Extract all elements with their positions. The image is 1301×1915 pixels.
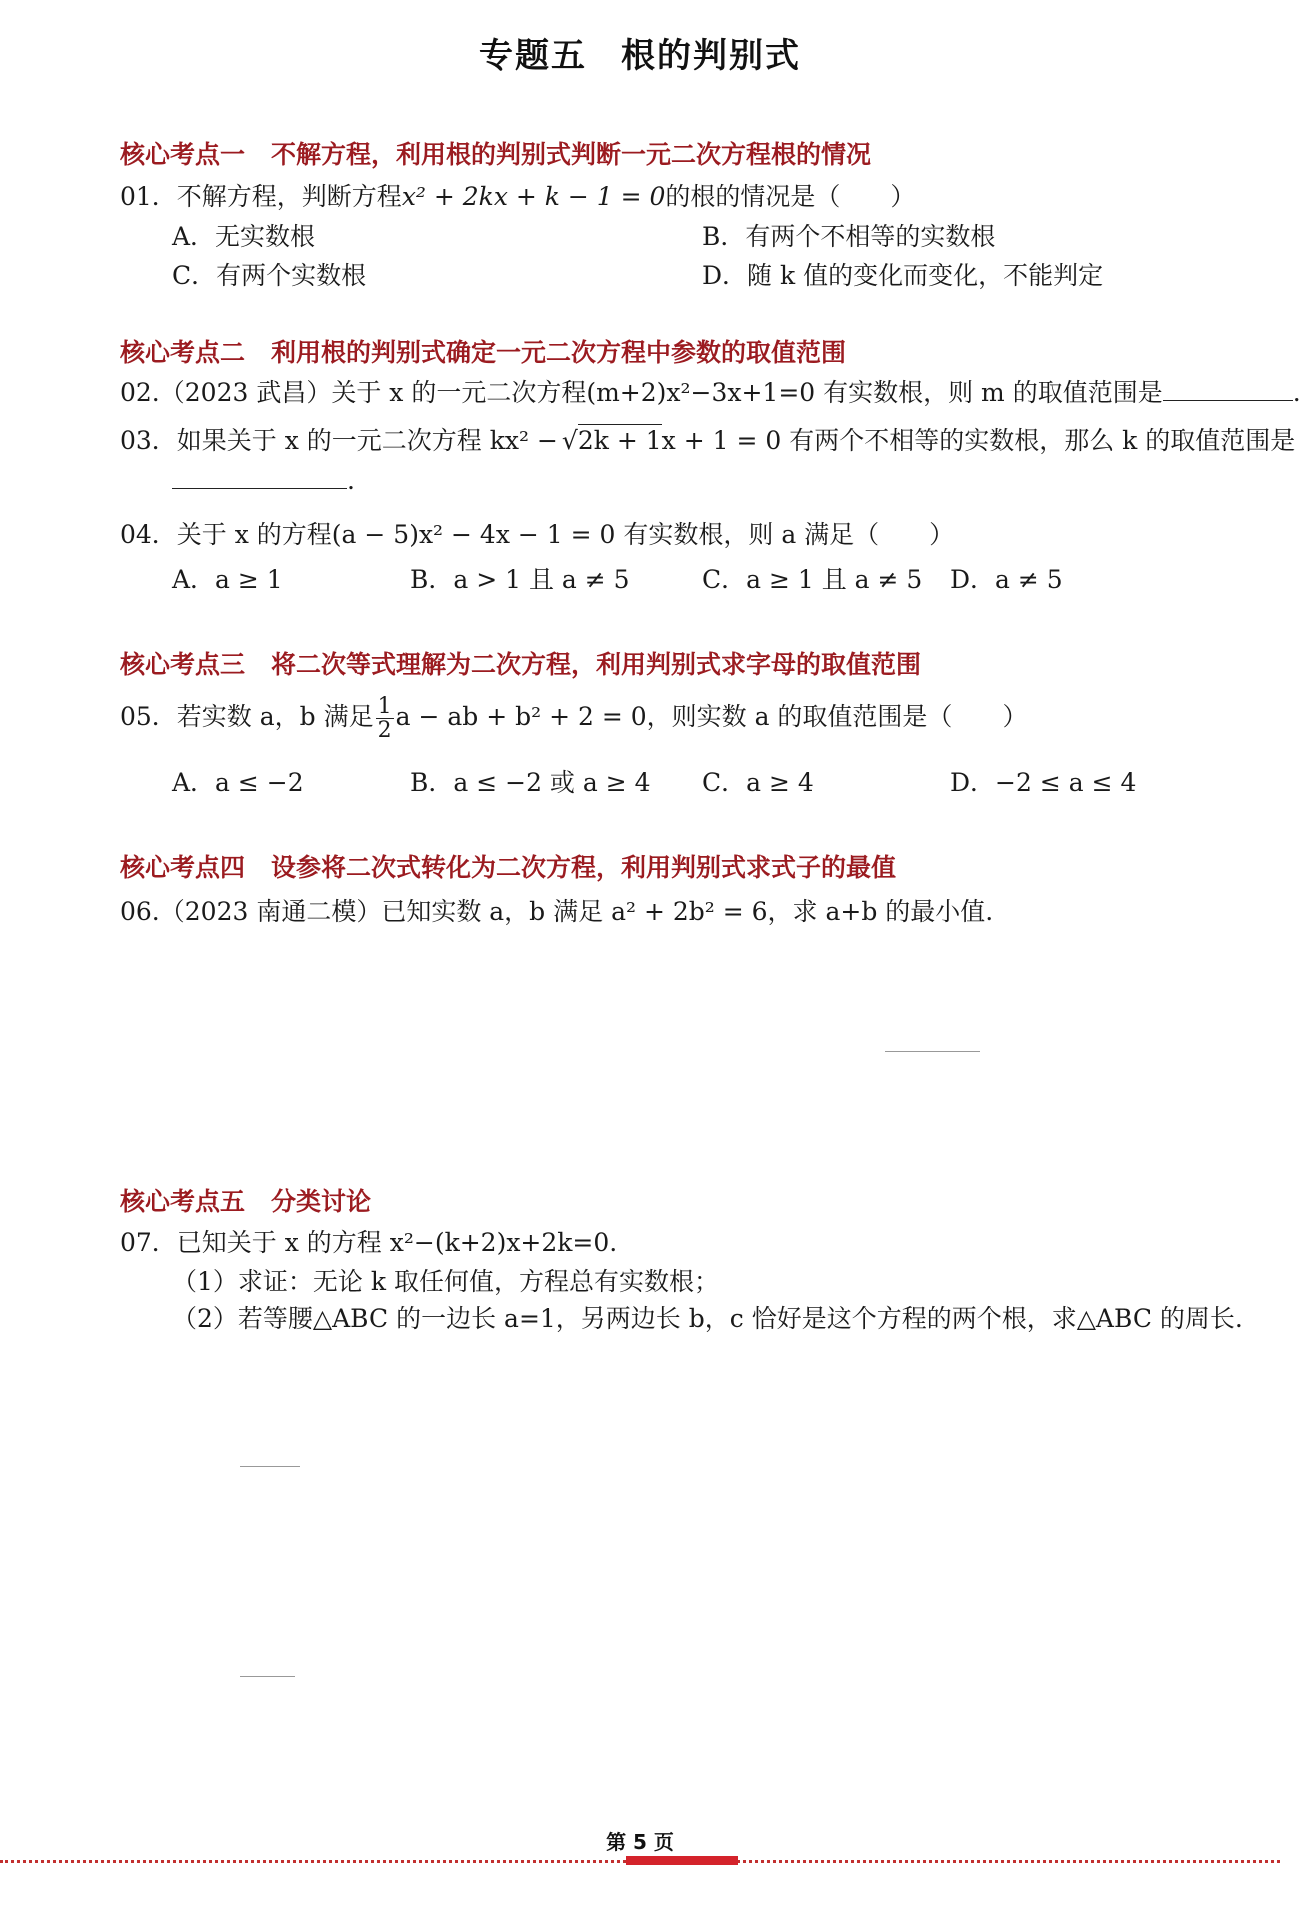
- q05-option-b: B．a ≤ −2 或 a ≥ 4: [410, 768, 651, 797]
- q01-post: 的根的情况是（ ）: [665, 182, 916, 211]
- question-01: [120, 177, 915, 213]
- q03-radicand: 2k + 1: [577, 426, 662, 455]
- section-label: 核心考点一: [120, 140, 246, 169]
- q05-option-a: A．a ≤ −2: [172, 768, 304, 797]
- q01-option-c: C．有两个实数根: [172, 261, 367, 290]
- section-label: 核心考点四: [120, 853, 246, 882]
- q04-option-a: A．a ≥ 1: [172, 565, 283, 594]
- question-07: 07．已知关于 x 的方程 x²−(k+2)x+2k=0.: [120, 1228, 618, 1257]
- q03-pre: 03．如果关于 x 的一元二次方程 kx² −: [120, 426, 558, 455]
- section-1-heading: [120, 135, 871, 171]
- question-07-part-2: （2）若等腰△ABC 的一边长 a=1，另两边长 b，c 恰好是这个方程的两个根，求△ABC 的周长.: [172, 1304, 1243, 1333]
- q05-pre: 05．若实数 a，b 满足: [120, 702, 374, 732]
- section-2-heading: [120, 333, 846, 369]
- section-4-heading: [120, 848, 896, 884]
- q01-option-b: B．有两个不相等的实数根: [702, 222, 996, 251]
- q05-option-c: C．a ≥ 4: [702, 768, 814, 797]
- question-06: 06.（2023 南通二模）已知实数 a，b 满足 a² + 2b² = 6，求 a+b 的最小值.: [120, 897, 994, 926]
- question-07-part-1: （1）求证：无论 k 取任何值，方程总有实数根；: [172, 1267, 719, 1296]
- q05-option-d: D．−2 ≤ a ≤ 4: [950, 768, 1137, 797]
- q02-pre: 02.（2023 武昌）关于 x 的一元二次方程(m+2)x²−3x+1=0 有实数根，则 m 的取值范围是: [120, 378, 1163, 407]
- page-number: 第 5 页: [606, 1830, 674, 1854]
- section-text: 分类讨论: [271, 1187, 372, 1216]
- title-part2: 根的判别式: [621, 36, 801, 76]
- question-05: [120, 695, 1027, 742]
- q01-equation: x² + 2kx + k − 1 = 0: [401, 182, 666, 211]
- stray-mark: [240, 1466, 300, 1467]
- q02-post: .: [1292, 378, 1301, 407]
- q01-option-a: A．无实数根: [172, 222, 316, 251]
- fraction: [376, 695, 394, 742]
- question-02: [120, 373, 1301, 409]
- section-label: 核心考点五: [120, 1187, 246, 1216]
- answer-blank[interactable]: [172, 488, 347, 489]
- question-03-blank-line: [172, 466, 355, 495]
- section-5-heading: [120, 1182, 371, 1218]
- fraction-numerator: 1: [377, 694, 392, 719]
- section-label: 核心考点二: [120, 338, 246, 367]
- q01-option-d: D．随 k 值的变化而变化，不能判定: [702, 261, 1104, 290]
- q04-option-c: C．a ≥ 1 且 a ≠ 5: [702, 565, 923, 594]
- section-3-heading: [120, 645, 921, 681]
- q04-option-d: D．a ≠ 5: [950, 565, 1063, 594]
- q05-post: a − ab + b² + 2 = 0，则实数 a 的取值范围是（ ）: [395, 702, 1028, 732]
- section-text: 将二次等式理解为二次方程，利用判别式求字母的取值范围: [271, 650, 922, 679]
- footer-accent-bar: [626, 1856, 738, 1865]
- fraction-denominator: 2: [377, 718, 392, 744]
- q01-pre: 01．不解方程，判断方程: [120, 182, 402, 211]
- q03-mid: x + 1 = 0 有两个不相等的实数根，那么 k 的取值范围是: [661, 426, 1296, 455]
- stray-mark: [885, 1051, 980, 1052]
- section-text: 利用根的判别式确定一元二次方程中参数的取值范围: [271, 338, 847, 367]
- stray-mark: [240, 1676, 295, 1677]
- answer-blank[interactable]: [1163, 400, 1293, 401]
- section-text: 设参将二次式转化为二次方程，利用判别式求式子的最值: [271, 853, 897, 882]
- title-part1: 专题五: [479, 36, 587, 76]
- section-text: 不解方程，利用根的判别式判断一元二次方程根的情况: [271, 140, 872, 169]
- page-title: [0, 28, 1280, 77]
- q04-option-b: B．a > 1 且 a ≠ 5: [410, 565, 630, 594]
- q03-post: .: [347, 466, 355, 495]
- section-label: 核心考点三: [120, 650, 246, 679]
- question-04: 04．关于 x 的方程(a − 5)x² − 4x − 1 = 0 有实数根，则 a 满足（ ）: [120, 520, 955, 549]
- question-03: 03．如果关于 x 的一元二次方程 kx² − √2k + 1x + 1 = 0 有两个不相等的实数根，那么 k 的取值范围是: [120, 426, 1296, 455]
